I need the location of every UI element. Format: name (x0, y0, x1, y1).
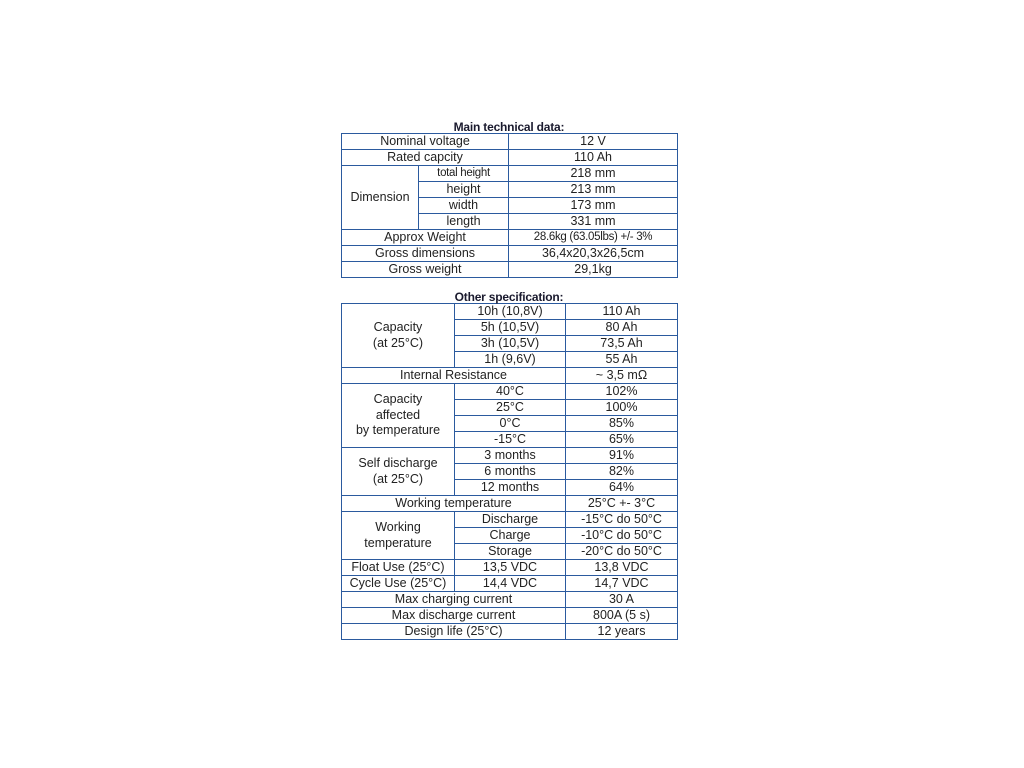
row-condition: 40°C (455, 384, 566, 400)
row-value: 30 A (566, 592, 678, 608)
table-row (342, 262, 678, 278)
self-discharge-label-line2: (at 25°C) (372, 471, 424, 486)
other-specification-title: Other specification: (454, 290, 564, 304)
row-sublabel: width (419, 198, 509, 214)
row-label: Gross dimensions (342, 246, 509, 262)
row-condition: 1h (9,6V) (455, 352, 566, 368)
table-row (342, 368, 678, 384)
row-value: 12 V (509, 134, 678, 150)
capacity-label (342, 304, 455, 368)
table-row (342, 134, 678, 150)
capacity-temp-label-line1: Capacity (373, 392, 423, 407)
row-value: 331 mm (509, 214, 678, 230)
table-row (342, 384, 678, 400)
table-row (342, 560, 678, 576)
row-value: 12 years (566, 624, 678, 640)
main-technical-data-section (341, 121, 677, 278)
table-row (342, 230, 678, 246)
working-temp-label (342, 512, 455, 560)
capacity-label-line1: Capacity (373, 320, 423, 334)
row-label: Approx Weight (342, 230, 509, 246)
row-sublabel: height (419, 182, 509, 198)
row-value: 25°C +- 3°C (566, 496, 678, 512)
row-value: 218 mm (509, 166, 678, 182)
table-row (342, 166, 678, 182)
row-value: 85% (566, 416, 678, 432)
row-condition: 13,5 VDC (455, 560, 566, 576)
row-label: Float Use (25°C) (342, 560, 455, 576)
row-value: 14,7 VDC (566, 576, 678, 592)
table-row (342, 448, 678, 464)
row-sublabel: length (419, 214, 509, 230)
row-value: 91% (566, 448, 678, 464)
other-specification-table (341, 303, 678, 640)
row-value: 36,4x20,3x26,5cm (509, 246, 678, 262)
row-value: 80 Ah (566, 320, 678, 336)
row-label: Max charging current (342, 592, 566, 608)
row-condition: 3h (10,5V) (455, 336, 566, 352)
row-label: Nominal voltage (342, 134, 509, 150)
row-condition: Charge (455, 528, 566, 544)
row-value: -10°C do 50°C (566, 528, 678, 544)
table-row (342, 608, 678, 624)
row-condition: 12 months (455, 480, 566, 496)
main-technical-data-table (341, 133, 678, 278)
row-value: 82% (566, 464, 678, 480)
row-label: Gross weight (342, 262, 509, 278)
row-value: 73,5 Ah (566, 336, 678, 352)
row-label: Internal Resistance (342, 368, 566, 384)
row-value: ~ 3,5 mΩ (566, 368, 678, 384)
table-row (342, 246, 678, 262)
row-value: 110 Ah (509, 150, 678, 166)
row-condition: 10h (10,8V) (455, 304, 566, 320)
row-value: 100% (566, 400, 678, 416)
row-value: 28.6kg (63.05lbs) +/- 3% (509, 230, 678, 246)
row-value: -20°C do 50°C (566, 544, 678, 560)
row-value: 64% (566, 480, 678, 496)
table-row (342, 496, 678, 512)
table-row (342, 592, 678, 608)
capacity-temp-label-line2: affected (375, 407, 421, 422)
table-row (342, 304, 678, 320)
row-condition: 6 months (455, 464, 566, 480)
capacity-label-line2: (at 25°C) (372, 335, 424, 350)
row-condition: 14,4 VDC (455, 576, 566, 592)
self-discharge-label-line1: Self discharge (358, 456, 438, 470)
dimension-label: Dimension (342, 166, 419, 230)
row-label: Max discharge current (342, 608, 566, 624)
self-discharge-label (342, 448, 455, 496)
row-condition: -15°C (455, 432, 566, 448)
row-label: Design life (25°C) (342, 624, 566, 640)
row-value: 173 mm (509, 198, 678, 214)
row-value: 65% (566, 432, 678, 448)
working-temp-label-line2: temperature (364, 535, 432, 550)
other-specification-section (341, 291, 677, 640)
row-label: Cycle Use (25°C) (342, 576, 455, 592)
table-row (342, 150, 678, 166)
row-condition: 3 months (455, 448, 566, 464)
row-value: 110 Ah (566, 304, 678, 320)
row-label: Working temperature (342, 496, 566, 512)
row-value: -15°C do 50°C (566, 512, 678, 528)
row-value: 800A (5 s) (566, 608, 678, 624)
row-condition: 25°C (455, 400, 566, 416)
table-row (342, 576, 678, 592)
row-condition: Storage (455, 544, 566, 560)
row-value: 29,1kg (509, 262, 678, 278)
row-value: 102% (566, 384, 678, 400)
main-technical-data-title: Main technical data: (453, 120, 565, 134)
row-label: Rated capcity (342, 150, 509, 166)
row-condition: 5h (10,5V) (455, 320, 566, 336)
capacity-temp-label-line3: by temperature (355, 423, 441, 438)
table-row (342, 512, 678, 528)
row-sublabel: total height (419, 166, 509, 182)
working-temp-label-line1: Working (375, 520, 421, 534)
table-row (342, 624, 678, 640)
row-value: 55 Ah (566, 352, 678, 368)
row-condition: Discharge (455, 512, 566, 528)
row-value: 213 mm (509, 182, 678, 198)
row-value: 13,8 VDC (566, 560, 678, 576)
capacity-temp-label (342, 384, 455, 448)
row-condition: 0°C (455, 416, 566, 432)
